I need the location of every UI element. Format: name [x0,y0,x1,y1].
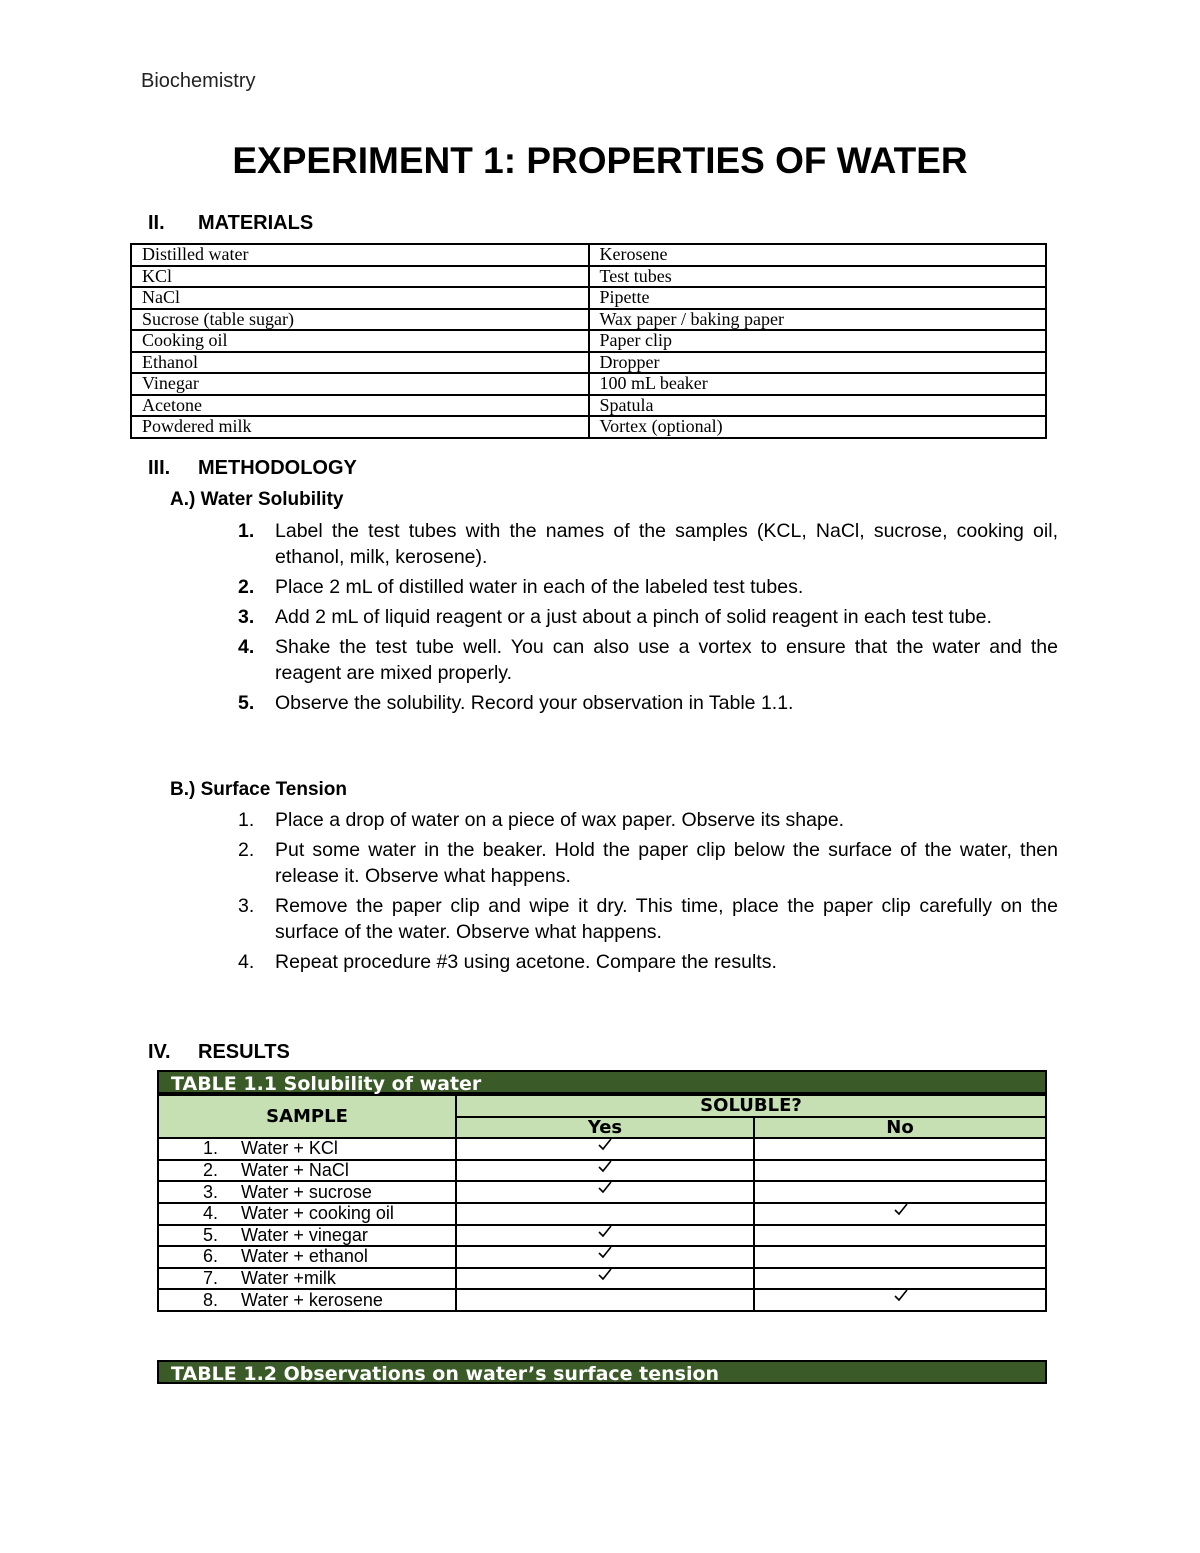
section-results-heading [148,1041,290,1064]
checkmark-icon [597,1180,613,1196]
list-item [238,634,1058,686]
list-item [238,604,1058,630]
step-number: 1. [238,809,255,831]
table-row [158,1246,1046,1268]
step-text: Remove the paper clip and wipe it dry. This time, place the paper clip carefully on the surface of the water. Observe what happens. [275,895,1058,943]
sample-cell [158,1203,456,1225]
table-row [131,416,1046,438]
no-cell [754,1289,1046,1311]
table-row [158,1268,1046,1290]
yes-cell [456,1289,754,1311]
checkmark-icon [893,1288,909,1304]
step-text: Shake the test tube well. You can also use a vortex to ensure that the water and the reagent are mixed properly. [275,636,1058,684]
table-row [131,330,1046,352]
material-cell: Spatula [589,395,1047,417]
row-number: 1. [203,1138,219,1159]
table-row [131,244,1046,266]
material-cell: Sucrose (table sugar) [131,309,589,331]
table-row [131,395,1046,417]
checkmark-icon [893,1202,909,1218]
sample-name: Water + NaCl [241,1160,349,1181]
table-row [131,287,1046,309]
section-title: MATERIALS [198,212,314,234]
water-solubility-steps [238,518,1058,720]
yes-cell [456,1225,754,1247]
table-row [158,1203,1046,1225]
checkmark-icon [597,1267,613,1283]
sample-name: Water + vinegar [241,1224,368,1245]
surface-tension-steps [238,807,1058,979]
page-title: EXPERIMENT 1: PROPERTIES OF WATER [232,140,968,181]
checkmark-icon [597,1245,613,1261]
sample-cell [158,1138,456,1160]
no-cell [754,1268,1046,1290]
row-number: 4. [203,1203,219,1224]
table-row [158,1138,1046,1160]
page-header: Biochemistry [141,70,256,92]
material-cell: Acetone [131,395,589,417]
list-item [238,690,1058,716]
step-text: Add 2 mL of liquid reagent or a just about a pinch of solid reagent in each test tube. [275,606,992,628]
material-cell: Wax paper / baking paper [589,309,1047,331]
material-cell: Pipette [589,287,1047,309]
step-text: Observe the solubility. Record your observation in Table 1.1. [275,692,794,714]
material-cell: Powdered milk [131,416,589,438]
row-number: 5. [203,1224,219,1245]
no-cell [754,1181,1046,1203]
list-item [238,518,1058,570]
table-1-1-title: TABLE 1.1 Solubility of water [157,1070,1047,1094]
surface-tension-heading: B.) Surface Tension [170,779,348,800]
solubility-table [157,1094,1047,1312]
list-item [238,949,1058,975]
table-1-2-title: TABLE 1.2 Observations on water’s surface tension [157,1360,1047,1384]
material-cell: Ethanol [131,352,589,374]
list-item [238,893,1058,945]
material-cell: NaCl [131,287,589,309]
col-header-no: No [754,1117,1046,1139]
section-methodology-heading [148,457,357,480]
no-cell [754,1203,1046,1225]
yes-cell [456,1181,754,1203]
table-row [158,1181,1046,1203]
section-number: III. [148,457,171,479]
row-number: 7. [203,1268,219,1289]
step-number: 2. [238,576,255,598]
sample-cell [158,1160,456,1182]
no-cell [754,1225,1046,1247]
list-item [238,807,1058,833]
yes-cell [456,1268,754,1290]
table-row [131,352,1046,374]
sample-name: Water + KCl [241,1138,338,1159]
material-cell: 100 mL beaker [589,373,1047,395]
list-item [238,574,1058,600]
material-cell: Dropper [589,352,1047,374]
materials-table [130,243,1047,439]
table-row [158,1289,1046,1311]
col-header-soluble: SOLUBLE? [456,1095,1046,1117]
material-cell: Test tubes [589,266,1047,288]
section-number: IV. [148,1041,171,1063]
material-cell: Cooking oil [131,330,589,352]
sample-cell [158,1225,456,1247]
step-number: 3. [238,895,255,917]
row-number: 8. [203,1289,219,1310]
step-text: Repeat procedure #3 using acetone. Compare the results. [275,951,777,973]
yes-cell [456,1203,754,1225]
table-row [131,373,1046,395]
material-cell: Distilled water [131,244,589,266]
section-title: METHODOLOGY [198,457,357,479]
step-number: 5. [238,692,255,714]
water-solubility-heading: A.) Water Solubility [170,489,344,510]
step-text: Place a drop of water on a piece of wax paper. Observe its shape. [275,809,845,831]
col-header-sample: SAMPLE [158,1095,456,1138]
checkmark-icon [597,1137,613,1153]
yes-cell [456,1160,754,1182]
row-number: 2. [203,1160,219,1181]
col-header-yes: Yes [456,1117,754,1139]
section-number: II. [148,212,165,234]
sample-cell [158,1268,456,1290]
step-number: 4. [238,951,255,973]
sample-name: Water +milk [241,1268,336,1289]
list-item [238,837,1058,889]
no-cell [754,1246,1046,1268]
step-number: 1. [238,520,255,542]
no-cell [754,1160,1046,1182]
sample-name: Water + kerosene [241,1289,383,1310]
material-cell: Vortex (optional) [589,416,1047,438]
step-number: 2. [238,839,255,861]
sample-cell [158,1246,456,1268]
material-cell: Kerosene [589,244,1047,266]
checkmark-icon [597,1159,613,1175]
row-number: 6. [203,1246,219,1267]
checkmark-icon [597,1224,613,1240]
no-cell [754,1138,1046,1160]
sample-name: Water + ethanol [241,1246,368,1267]
yes-cell [456,1246,754,1268]
material-cell: Vinegar [131,373,589,395]
material-cell: Paper clip [589,330,1047,352]
sample-name: Water + cooking oil [241,1203,394,1224]
material-cell: KCl [131,266,589,288]
section-title: RESULTS [198,1041,290,1063]
step-text: Place 2 mL of distilled water in each of the labeled test tubes. [275,576,804,598]
yes-cell [456,1138,754,1160]
row-number: 3. [203,1181,219,1202]
section-materials-heading [148,212,313,235]
sample-cell [158,1289,456,1311]
step-text: Put some water in the beaker. Hold the paper clip below the surface of the water, then release it. Observe what happens. [275,839,1058,887]
table-row [158,1225,1046,1247]
table-row [131,266,1046,288]
table-row [158,1160,1046,1182]
sample-name: Water + sucrose [241,1181,372,1202]
step-text: Label the test tubes with the names of the samples (KCL, NaCl, sucrose, cooking oil, ethanol, milk, kerosene). [275,520,1058,568]
step-number: 3. [238,606,255,628]
step-number: 4. [238,636,255,658]
sample-cell [158,1181,456,1203]
table-row [131,309,1046,331]
